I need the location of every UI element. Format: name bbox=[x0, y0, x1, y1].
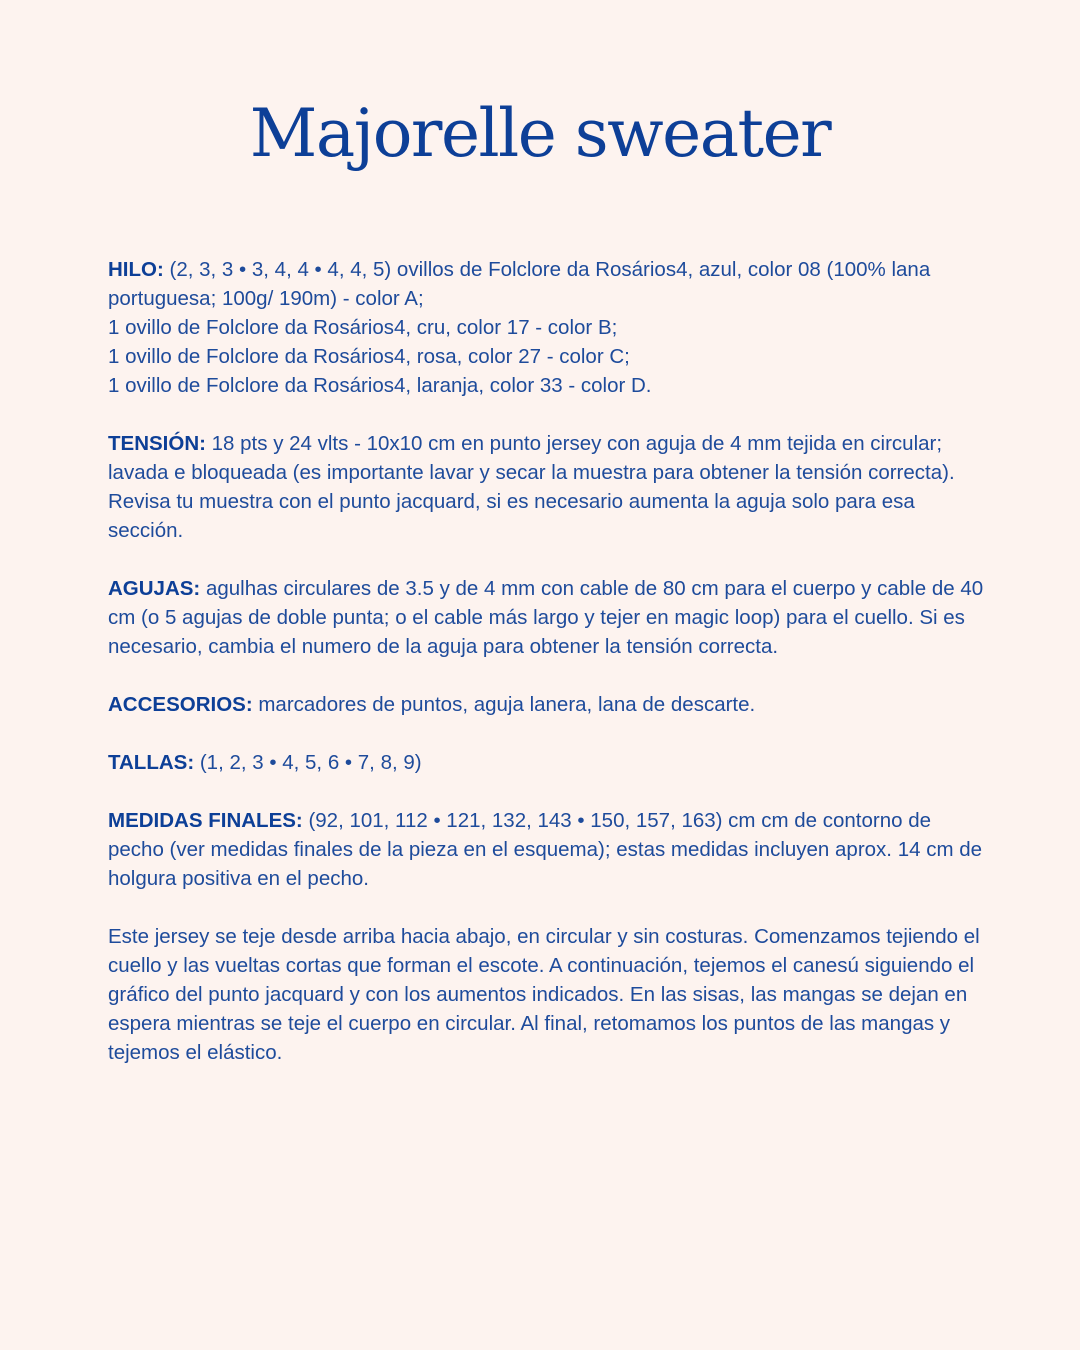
section-hilo bbox=[108, 255, 988, 400]
page-title: Majorelle sweater bbox=[249, 95, 831, 172]
hilo-line-color-b: 1 ovillo de Folclore da Rosários4, cru, color 17 - color B; bbox=[108, 316, 618, 339]
agujas-text: agulhas circulares de 3.5 y de 4 mm con cable de 80 cm para el cuerpo y cable de 40 cm (o 5 agujas de doble punta; o el cable más largo y tejer en magic loop) para el cuello. Si es necesario, cambia el numero de la aguja para obtener la tensión correcta. bbox=[108, 577, 984, 658]
description-text: Este jersey se teje desde arriba hacia abajo, en circular y sin costuras. Comenzamos tejiendo el cuello y las vueltas cortas que forman el escote. A continuación, tejemos el canesú siguiendo el gráfico del punto jacquard y con los aumentos indicados. En las sisas, las mangas se dejan en espera mientras se teje el cuerpo en circular. Al final, retomamos los puntos de las mangas y tejemos el elástico. bbox=[108, 925, 980, 1064]
section-agujas bbox=[108, 574, 988, 661]
tension-text: 18 pts y 24 vlts - 10x10 cm en punto jersey con aguja de 4 mm tejida en circular; lavada e bloqueada (es importante lavar y secar la muestra para obtener la tensión correcta). Revisa tu muestra con el punto jacquard, si es necesario aumenta la aguja solo para esa sección. bbox=[108, 432, 955, 542]
section-tallas bbox=[108, 748, 988, 777]
hilo-text: (2, 3, 3 • 3, 4, 4 • 4, 4, 5) ovillos de Folclore da Rosários4, azul, color 08 (100% lana portuguesa; 100g/ 190m) - color A; bbox=[108, 258, 931, 310]
hilo-line-color-c: 1 ovillo de Folclore da Rosários4, rosa, color 27 - color C; bbox=[108, 345, 630, 368]
tallas-text: (1, 2, 3 • 4, 5, 6 • 7, 8, 9) bbox=[194, 751, 422, 774]
hilo-line-color-d: 1 ovillo de Folclore da Rosários4, laranja, color 33 - color D. bbox=[108, 374, 652, 397]
medidas-text: (92, 101, 112 • 121, 132, 143 • 150, 157, 163) cm cm de contorno de pecho (ver medidas finales de la pieza en el esquema); estas medidas incluyen aprox. 14 cm de holgura positiva en el pecho. bbox=[108, 809, 983, 890]
pattern-info bbox=[108, 255, 988, 1096]
section-tension bbox=[108, 429, 988, 545]
tallas-label: TALLAS: bbox=[108, 751, 195, 774]
medidas-label: MEDIDAS FINALES: bbox=[108, 809, 303, 832]
accesorios-label: ACCESORIOS: bbox=[108, 693, 253, 716]
tension-label: TENSIÓN: bbox=[108, 432, 206, 455]
section-medidas bbox=[108, 806, 988, 893]
agujas-label: AGUJAS: bbox=[108, 577, 201, 600]
section-accesorios bbox=[108, 690, 988, 719]
section-description bbox=[108, 922, 988, 1067]
accesorios-text: marcadores de puntos, aguja lanera, lana de descarte. bbox=[252, 693, 756, 716]
hilo-label: HILO: bbox=[108, 258, 164, 281]
